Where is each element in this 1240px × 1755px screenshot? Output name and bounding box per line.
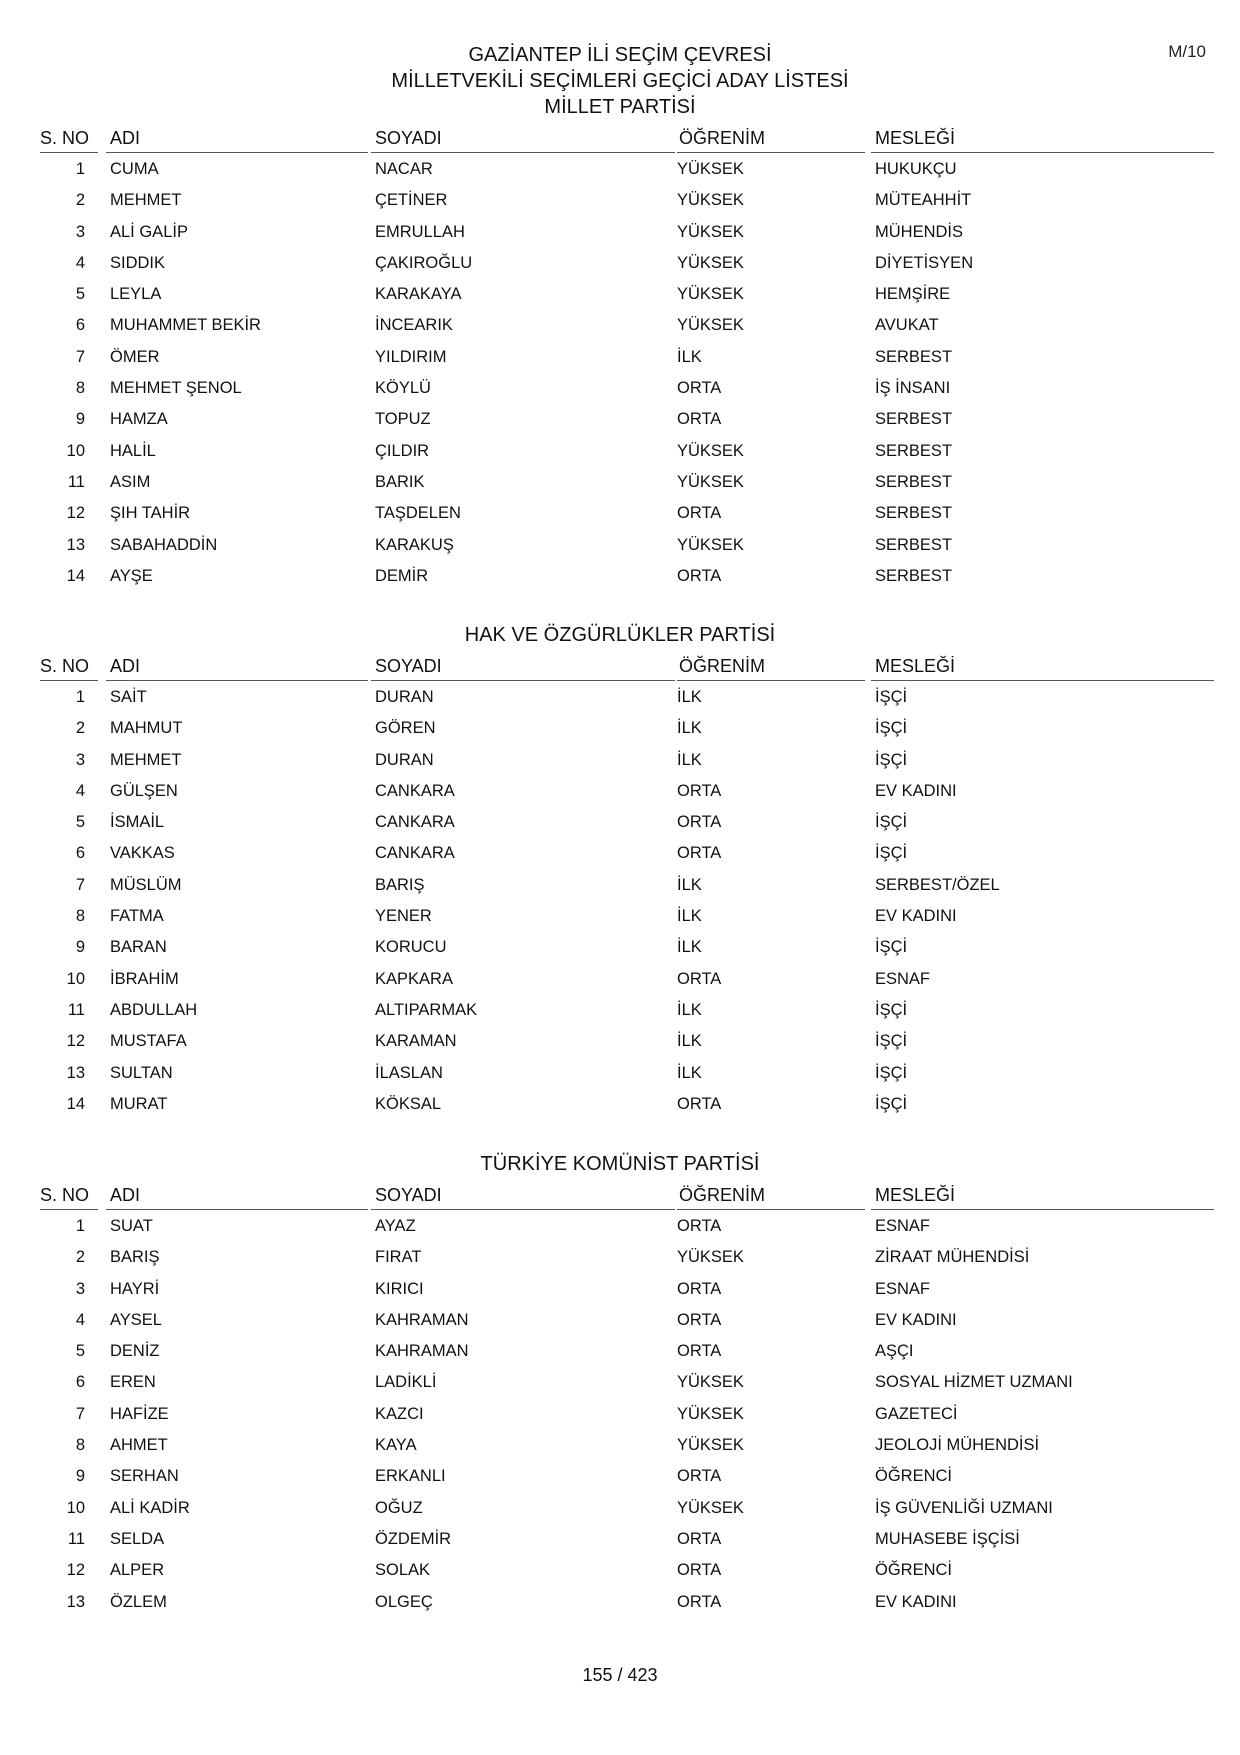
column-header-adi: ADI <box>106 654 368 681</box>
surname-cell: YILDIRIM <box>375 347 447 366</box>
column-header-adi: ADI <box>106 126 368 153</box>
surname-cell: KÖKSAL <box>375 1094 442 1113</box>
column-header-adi: ADI <box>106 1183 368 1210</box>
sno-cell: 9 <box>75 410 85 429</box>
table-row <box>40 561 1210 592</box>
education-cell: ORTA <box>677 813 722 832</box>
sno-cell: 8 <box>75 1436 85 1455</box>
profession-cell: ZİRAAT MÜHENDİSİ <box>875 1248 1030 1267</box>
surname-cell: KARAKUŞ <box>375 535 454 554</box>
profession-cell: EV KADINI <box>875 1592 957 1611</box>
name-cell: MUSTAFA <box>110 1032 187 1051</box>
education-cell: ORTA <box>677 379 722 398</box>
profession-cell: AVUKAT <box>875 316 939 335</box>
surname-cell: OLGEÇ <box>375 1592 433 1611</box>
profession-cell: EV KADINI <box>875 781 957 800</box>
table-row <box>40 279 1210 310</box>
sno-cell: 7 <box>75 1404 85 1423</box>
profession-cell: SERBEST <box>875 472 953 491</box>
column-header-ogrenim: ÖĞRENİM <box>677 654 865 681</box>
sno-cell: 14 <box>66 566 85 585</box>
profession-cell: ESNAF <box>875 1217 931 1235</box>
profession-cell: İŞÇİ <box>875 750 908 769</box>
education-cell: YÜKSEK <box>677 253 744 272</box>
surname-cell: KIRICI <box>375 1279 424 1298</box>
sno-cell: 5 <box>75 1342 85 1361</box>
surname-cell: TAŞDELEN <box>375 504 461 523</box>
table-row <box>40 217 1210 248</box>
sno-cell: 13 <box>66 535 85 554</box>
profession-cell: İŞÇİ <box>875 938 908 957</box>
sno-cell: 11 <box>67 472 85 491</box>
name-cell: HAFİZE <box>110 1404 169 1423</box>
education-cell: ORTA <box>677 1279 722 1298</box>
education-cell: İLK <box>677 347 702 366</box>
table-row <box>40 1211 1210 1242</box>
education-cell: İLK <box>677 688 702 706</box>
surname-cell: İLASLAN <box>375 1063 443 1082</box>
surname-cell: BARIK <box>375 472 425 491</box>
sno-cell: 7 <box>75 875 85 894</box>
profession-cell: HUKUKÇU <box>875 160 957 178</box>
surname-cell: KÖYLÜ <box>375 379 431 398</box>
surname-cell: BARIŞ <box>375 875 425 894</box>
surname-cell: DURAN <box>375 750 434 769</box>
table-row <box>40 964 1210 995</box>
surname-cell: NACAR <box>375 160 433 178</box>
name-cell: AHMET <box>110 1436 168 1455</box>
table-row <box>40 1461 1210 1492</box>
surname-cell: KAHRAMAN <box>375 1342 469 1361</box>
party-title-3: TÜRKİYE KOMÜNİST PARTİSİ <box>480 1153 760 1175</box>
profession-cell: İŞÇİ <box>875 1094 908 1113</box>
profession-cell: İŞÇİ <box>875 844 908 863</box>
table-row <box>40 932 1210 963</box>
sno-cell: 14 <box>66 1094 85 1113</box>
name-cell: SIDDIK <box>110 253 166 272</box>
education-cell: YÜKSEK <box>677 1373 744 1392</box>
name-cell: AYSEL <box>110 1310 162 1329</box>
sno-cell: 10 <box>66 1498 85 1517</box>
name-cell: BARAN <box>110 938 167 957</box>
table-row <box>40 745 1210 776</box>
name-cell: SULTAN <box>110 1063 173 1082</box>
surname-cell: ÇILDIR <box>375 441 430 460</box>
education-cell: ORTA <box>677 969 722 988</box>
surname-cell: TOPUZ <box>375 410 431 429</box>
surname-cell: CANKARA <box>375 844 455 863</box>
profession-cell: MÜHENDİS <box>875 222 964 241</box>
surname-cell: OĞUZ <box>375 1498 423 1517</box>
table-row <box>40 713 1210 744</box>
document-title <box>0 42 1240 94</box>
name-cell: ALPER <box>110 1561 165 1580</box>
name-cell: MÜSLÜM <box>110 875 182 894</box>
education-cell: ORTA <box>677 1592 722 1611</box>
name-cell: MAHMUT <box>110 719 183 738</box>
name-cell: CUMA <box>110 160 159 178</box>
column-header-meslek: MESLEĞİ <box>871 126 1214 153</box>
sno-cell: 12 <box>66 1032 85 1051</box>
sno-cell: 3 <box>75 750 85 769</box>
name-cell: ALİ GALİP <box>110 222 188 241</box>
table-row <box>40 1430 1210 1461</box>
sno-cell: 1 <box>75 160 85 178</box>
table-row <box>40 1242 1210 1273</box>
name-cell: SELDA <box>110 1529 165 1548</box>
profession-cell: EV KADINI <box>875 907 957 926</box>
sno-cell: 1 <box>75 1217 85 1235</box>
profession-cell: ESNAF <box>875 1279 931 1298</box>
page-code: M/10 <box>1168 42 1206 61</box>
name-cell: ALİ KADİR <box>110 1498 190 1517</box>
surname-cell: ALTIPARMAK <box>375 1000 478 1019</box>
sno-cell: 2 <box>75 719 85 738</box>
table-row <box>40 682 1210 713</box>
table-row <box>40 1089 1210 1120</box>
column-header-meslek: MESLEĞİ <box>871 654 1214 681</box>
name-cell: MURAT <box>110 1094 168 1113</box>
sno-cell: 11 <box>67 1529 85 1548</box>
name-cell: AYŞE <box>110 566 153 585</box>
surname-cell: KARAKAYA <box>375 285 462 304</box>
profession-cell: MÜTEAHHİT <box>875 191 972 210</box>
education-cell: YÜKSEK <box>677 1248 744 1267</box>
education-cell: YÜKSEK <box>677 1498 744 1517</box>
title-line-constituency: GAZİANTEP İLİ SEÇİM ÇEVRESİ <box>468 44 772 66</box>
profession-cell: İŞÇİ <box>875 1000 908 1019</box>
surname-cell: EMRULLAH <box>375 222 465 241</box>
education-cell: ORTA <box>677 1094 722 1113</box>
sno-cell: 12 <box>66 1561 85 1580</box>
profession-cell: SERBEST <box>875 504 953 523</box>
profession-cell: ÖĞRENCİ <box>875 1561 953 1580</box>
profession-cell: İŞÇİ <box>875 688 908 706</box>
table-row <box>40 342 1210 373</box>
education-cell: YÜKSEK <box>677 1404 744 1423</box>
name-cell: ŞIH TAHİR <box>110 504 191 523</box>
page-number: 155 / 423 <box>582 1665 658 1685</box>
sno-cell: 9 <box>75 938 85 957</box>
name-cell: MEHMET ŞENOL <box>110 379 242 398</box>
education-cell: ORTA <box>677 410 722 429</box>
profession-cell: DİYETİSYEN <box>875 253 974 272</box>
education-cell: İLK <box>677 1063 702 1082</box>
sno-cell: 8 <box>75 907 85 926</box>
profession-cell: SERBEST <box>875 566 953 585</box>
profession-cell: GAZETECİ <box>875 1404 958 1423</box>
sno-cell: 10 <box>66 969 85 988</box>
column-header-meslek: MESLEĞİ <box>871 1183 1214 1210</box>
surname-cell: FIRAT <box>375 1248 422 1267</box>
table-row <box>40 995 1210 1026</box>
surname-cell: ÇAKIROĞLU <box>375 253 473 272</box>
profession-cell: MUHASEBE İŞÇİSİ <box>875 1529 1020 1548</box>
sno-cell: 9 <box>75 1467 85 1486</box>
name-cell: ÖMER <box>110 347 160 366</box>
sno-cell: 6 <box>75 1373 85 1392</box>
profession-cell: İŞÇİ <box>875 813 908 832</box>
sno-cell: 5 <box>75 813 85 832</box>
party-table-2 <box>40 654 1210 1120</box>
column-header-ogrenim: ÖĞRENİM <box>677 126 865 153</box>
table-row <box>40 154 1210 185</box>
sno-cell: 10 <box>66 441 85 460</box>
name-cell: MUHAMMET BEKİR <box>110 316 261 335</box>
education-cell: İLK <box>677 938 702 957</box>
sno-cell: 1 <box>75 688 85 706</box>
surname-cell: AYAZ <box>375 1217 416 1235</box>
table-row <box>40 1305 1210 1336</box>
surname-cell: CANKARA <box>375 781 455 800</box>
name-cell: DENİZ <box>110 1342 160 1361</box>
sno-cell: 5 <box>75 285 85 304</box>
sno-cell: 13 <box>66 1592 85 1611</box>
name-cell: MEHMET <box>110 191 182 210</box>
sno-cell: 7 <box>75 347 85 366</box>
education-cell: ORTA <box>677 1310 722 1329</box>
name-cell: EREN <box>110 1373 156 1392</box>
table-row <box>40 901 1210 932</box>
sno-cell: 13 <box>66 1063 85 1082</box>
education-cell: YÜKSEK <box>677 285 744 304</box>
education-cell: YÜKSEK <box>677 472 744 491</box>
profession-cell: SERBEST/ÖZEL <box>875 875 1000 894</box>
sno-cell: 6 <box>75 844 85 863</box>
education-cell: YÜKSEK <box>677 160 744 178</box>
table-row <box>40 1367 1210 1398</box>
profession-cell: SERBEST <box>875 535 953 554</box>
name-cell: FATMA <box>110 907 164 926</box>
education-cell: ORTA <box>677 781 722 800</box>
sno-cell: 3 <box>75 222 85 241</box>
surname-cell: YENER <box>375 907 432 926</box>
profession-cell: SERBEST <box>875 410 953 429</box>
party-title-1: MİLLET PARTİSİ <box>544 96 696 118</box>
surname-cell: DEMİR <box>375 566 429 585</box>
education-cell: YÜKSEK <box>677 1436 744 1455</box>
table-row <box>40 185 1210 216</box>
profession-cell: ÖĞRENCİ <box>875 1467 953 1486</box>
sno-cell: 4 <box>75 253 85 272</box>
column-header-soyadi: SOYADI <box>371 126 675 153</box>
name-cell: ABDULLAH <box>110 1000 198 1019</box>
table-row <box>40 310 1210 341</box>
column-header-no: S. NO <box>40 1183 98 1210</box>
education-cell: İLK <box>677 1000 702 1019</box>
education-cell: ORTA <box>677 1529 722 1548</box>
table-row <box>40 838 1210 869</box>
surname-cell: KARAMAN <box>375 1032 457 1051</box>
table-row <box>40 807 1210 838</box>
surname-cell: KAYA <box>375 1436 417 1455</box>
sno-cell: 8 <box>75 379 85 398</box>
sno-cell: 11 <box>67 1000 85 1019</box>
profession-cell: SERBEST <box>875 441 953 460</box>
column-header-no: S. NO <box>40 126 98 153</box>
table-row <box>40 1336 1210 1367</box>
column-header-ogrenim: ÖĞRENİM <box>677 1183 865 1210</box>
sno-cell: 6 <box>75 316 85 335</box>
education-cell: YÜKSEK <box>677 535 744 554</box>
party-table-3 <box>40 1183 1210 1618</box>
table-row <box>40 1555 1210 1586</box>
profession-cell: ESNAF <box>875 969 931 988</box>
column-header-no: S. NO <box>40 654 98 681</box>
column-header-soyadi: SOYADI <box>371 1183 675 1210</box>
education-cell: ORTA <box>677 1342 722 1361</box>
table-row <box>40 1587 1210 1618</box>
education-cell: YÜKSEK <box>677 191 744 210</box>
table-row <box>40 1274 1210 1305</box>
education-cell: ORTA <box>677 566 722 585</box>
surname-cell: KAZCI <box>375 1404 424 1423</box>
education-cell: YÜKSEK <box>677 441 744 460</box>
profession-cell: SERBEST <box>875 347 953 366</box>
name-cell: MEHMET <box>110 750 182 769</box>
name-cell: VAKKAS <box>110 844 175 863</box>
name-cell: GÜLŞEN <box>110 781 178 800</box>
surname-cell: KAHRAMAN <box>375 1310 469 1329</box>
table-row <box>40 1524 1210 1555</box>
table-row <box>40 498 1210 529</box>
name-cell: SERHAN <box>110 1467 179 1486</box>
party-table-1 <box>40 126 1210 592</box>
profession-cell: İŞ İNSANI <box>875 379 951 398</box>
profession-cell: İŞÇİ <box>875 1063 908 1082</box>
education-cell: İLK <box>677 875 702 894</box>
education-cell: İLK <box>677 750 702 769</box>
surname-cell: ERKANLI <box>375 1467 446 1486</box>
surname-cell: GÖREN <box>375 719 436 738</box>
sno-cell: 12 <box>66 504 85 523</box>
name-cell: LEYLA <box>110 285 162 304</box>
name-cell: BARIŞ <box>110 1248 160 1267</box>
name-cell: SAİT <box>110 688 147 706</box>
name-cell: SUAT <box>110 1217 153 1235</box>
profession-cell: HEMŞİRE <box>875 285 951 304</box>
table-row <box>40 436 1210 467</box>
education-cell: İLK <box>677 907 702 926</box>
table-row <box>40 1399 1210 1430</box>
name-cell: HAYRİ <box>110 1279 160 1298</box>
sno-cell: 4 <box>75 781 85 800</box>
surname-cell: KAPKARA <box>375 969 453 988</box>
education-cell: YÜKSEK <box>677 222 744 241</box>
name-cell: HALİL <box>110 441 156 460</box>
profession-cell: İŞ GÜVENLİĞİ UZMANI <box>875 1498 1053 1517</box>
table-row <box>40 870 1210 901</box>
surname-cell: KORUCU <box>375 938 447 957</box>
education-cell: ORTA <box>677 1467 722 1486</box>
table-header <box>40 126 1210 154</box>
title-line-list-name: MİLLETVEKİLİ SEÇİMLERİ GEÇİCİ ADAY LİSTESİ <box>391 70 849 92</box>
profession-cell: EV KADINI <box>875 1310 957 1329</box>
profession-cell: İŞÇİ <box>875 719 908 738</box>
education-cell: İLK <box>677 1032 702 1051</box>
table-row <box>40 776 1210 807</box>
surname-cell: SOLAK <box>375 1561 431 1580</box>
surname-cell: ÇETİNER <box>375 191 448 210</box>
education-cell: İLK <box>677 719 702 738</box>
sno-cell: 2 <box>75 191 85 210</box>
table-header <box>40 654 1210 682</box>
education-cell: ORTA <box>677 844 722 863</box>
surname-cell: ÖZDEMİR <box>375 1529 452 1548</box>
education-cell: ORTA <box>677 1561 722 1580</box>
name-cell: HAMZA <box>110 410 168 429</box>
education-cell: ORTA <box>677 504 722 523</box>
name-cell: SABAHADDİN <box>110 535 218 554</box>
name-cell: ASIM <box>110 472 151 491</box>
table-row <box>40 1493 1210 1524</box>
profession-cell: AŞÇI <box>875 1342 914 1361</box>
column-header-soyadi: SOYADI <box>371 654 675 681</box>
sno-cell: 3 <box>75 1279 85 1298</box>
name-cell: ÖZLEM <box>110 1592 167 1611</box>
table-row <box>40 467 1210 498</box>
profession-cell: SOSYAL HİZMET UZMANI <box>875 1373 1073 1392</box>
sno-cell: 4 <box>75 1310 85 1329</box>
sno-cell: 2 <box>75 1248 85 1267</box>
education-cell: ORTA <box>677 1217 722 1235</box>
table-row <box>40 530 1210 561</box>
table-row <box>40 373 1210 404</box>
table-row <box>40 404 1210 435</box>
education-cell: YÜKSEK <box>677 316 744 335</box>
name-cell: İBRAHİM <box>110 969 179 988</box>
surname-cell: İNCEARIK <box>375 316 453 335</box>
table-row <box>40 1058 1210 1089</box>
table-row <box>40 1026 1210 1057</box>
name-cell: İSMAİL <box>110 813 165 832</box>
table-header <box>40 1183 1210 1211</box>
profession-cell: İŞÇİ <box>875 1032 908 1051</box>
surname-cell: DURAN <box>375 688 434 706</box>
party-title-2: HAK VE ÖZGÜRLÜKLER PARTİSİ <box>464 624 776 646</box>
table-row <box>40 248 1210 279</box>
profession-cell: JEOLOJİ MÜHENDİSİ <box>875 1436 1040 1455</box>
surname-cell: CANKARA <box>375 813 455 832</box>
surname-cell: LADİKLİ <box>375 1373 437 1392</box>
